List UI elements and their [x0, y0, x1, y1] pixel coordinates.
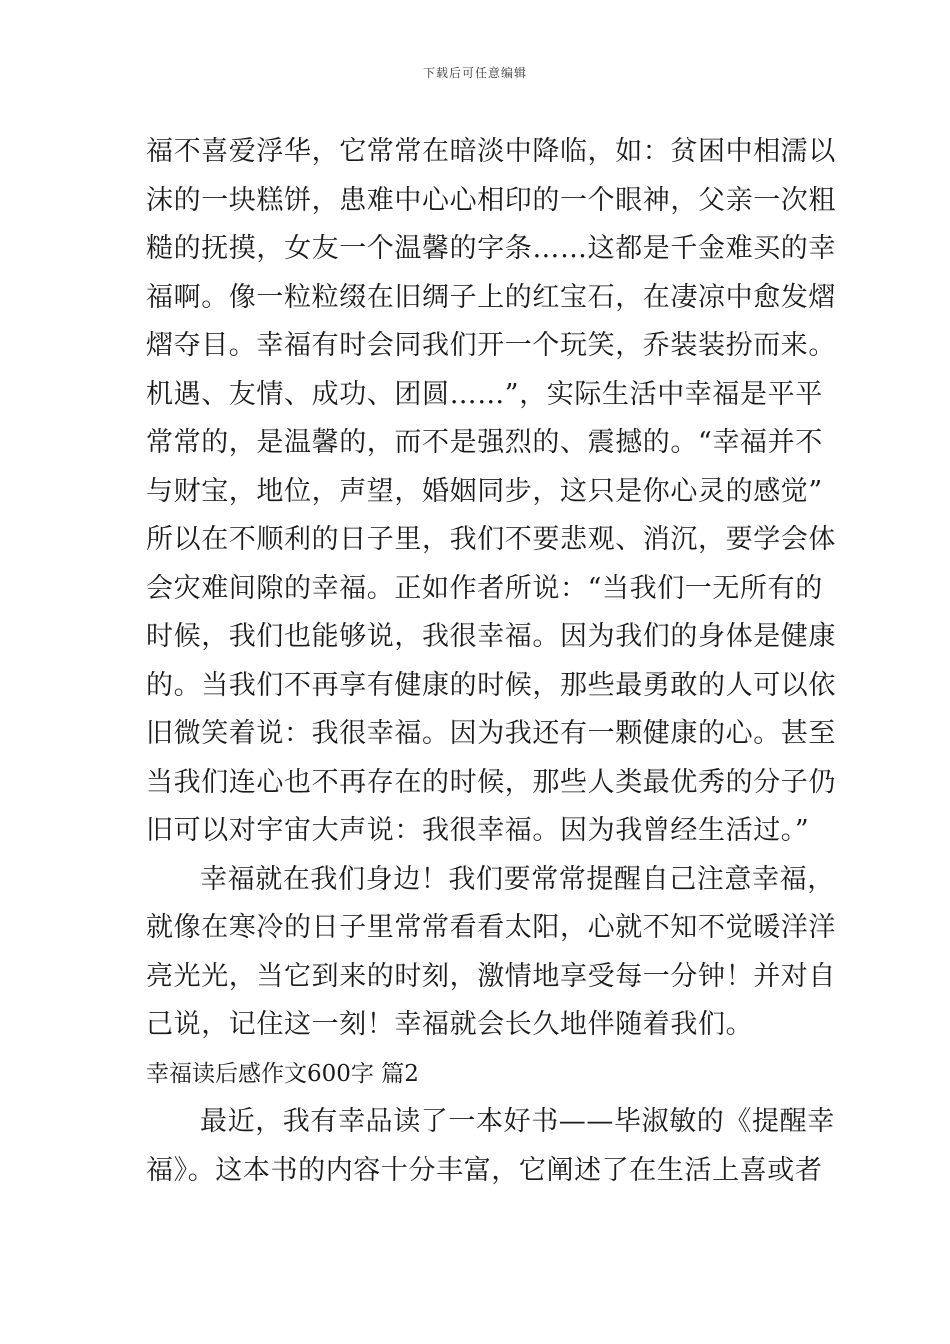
text-line: 沫的一块糕饼，患难中心心相印的一个眼神，父亲一次粗: [146, 184, 836, 216]
text-line: 的。当我们不再享有健康的时候，那些最勇敢的人可以依: [146, 669, 836, 701]
section-heading: 幸福读后感作文600字 篇2: [146, 1060, 419, 1087]
text-line: 己说，记住这一刻！幸福就会长久地伴随着我们。: [146, 1009, 754, 1040]
paragraph-2: [146, 856, 836, 1050]
text-line: 当我们连心也不再存在的时候，那些人类最优秀的分子仍: [146, 766, 836, 798]
text-line: 福》。这本书的内容十分丰富，它阐述了在生活上喜或者: [146, 1154, 823, 1186]
text-line: 会灾难间隙的幸福。正如作者所说：“当我们一无所有的: [146, 572, 823, 604]
paragraph-1: [146, 128, 836, 856]
page-header: 下载后可任意编辑: [422, 66, 527, 80]
text-line: 旧可以对宇宙大声说：我很幸福。因为我曾经生活过。”: [146, 815, 810, 846]
text-line: 与财宝，地位，声望，婚姻同步，这只是你心灵的感觉”: [146, 475, 823, 507]
text-line: 机遇、友情、成功、团圆……”，实际生活中幸福是平平: [146, 378, 823, 410]
text-line: 旧微笑着说：我很幸福。因为我还有一颗健康的心。甚至: [146, 718, 836, 749]
text-line: 最近，我有幸品读了一本好书——毕淑敏的《提醒幸: [200, 1106, 835, 1137]
text-line: 时候，我们也能够说，我很幸福。因为我们的身体是健康: [146, 621, 836, 652]
text-line: 就像在寒冷的日子里常常看看太阳，心就不知不觉暖洋洋: [146, 912, 836, 943]
text-line: 幸福就在我们身边！我们要常常提醒自己注意幸福，: [200, 863, 835, 895]
text-line: 糙的抚摸，女友一个温馨的字条……这都是千金难买的幸: [146, 233, 836, 264]
text-line: 常常的，是温馨的，而不是强烈的、震撼的。“幸福并不: [146, 427, 823, 458]
document-body: [146, 128, 836, 1195]
text-line: 亮光光，当它到来的时刻，激情地享受每一分钟！并对自: [146, 960, 836, 992]
text-line: 所以在不顺利的日子里，我们不要悲观、消沉，要学会体: [146, 524, 836, 555]
text-line: 福啊。像一粒粒缀在旧绸子上的红宝石，在凄凉中愈发熠: [146, 281, 836, 313]
paragraph-3: [146, 1098, 835, 1195]
text-line: 熠夺目。幸福有时会同我们开一个玩笑，乔装装扮而来。: [146, 330, 836, 361]
text-line: 福不喜爱浮华，它常常在暗淡中降临，如：贫困中相濡以: [146, 136, 836, 167]
